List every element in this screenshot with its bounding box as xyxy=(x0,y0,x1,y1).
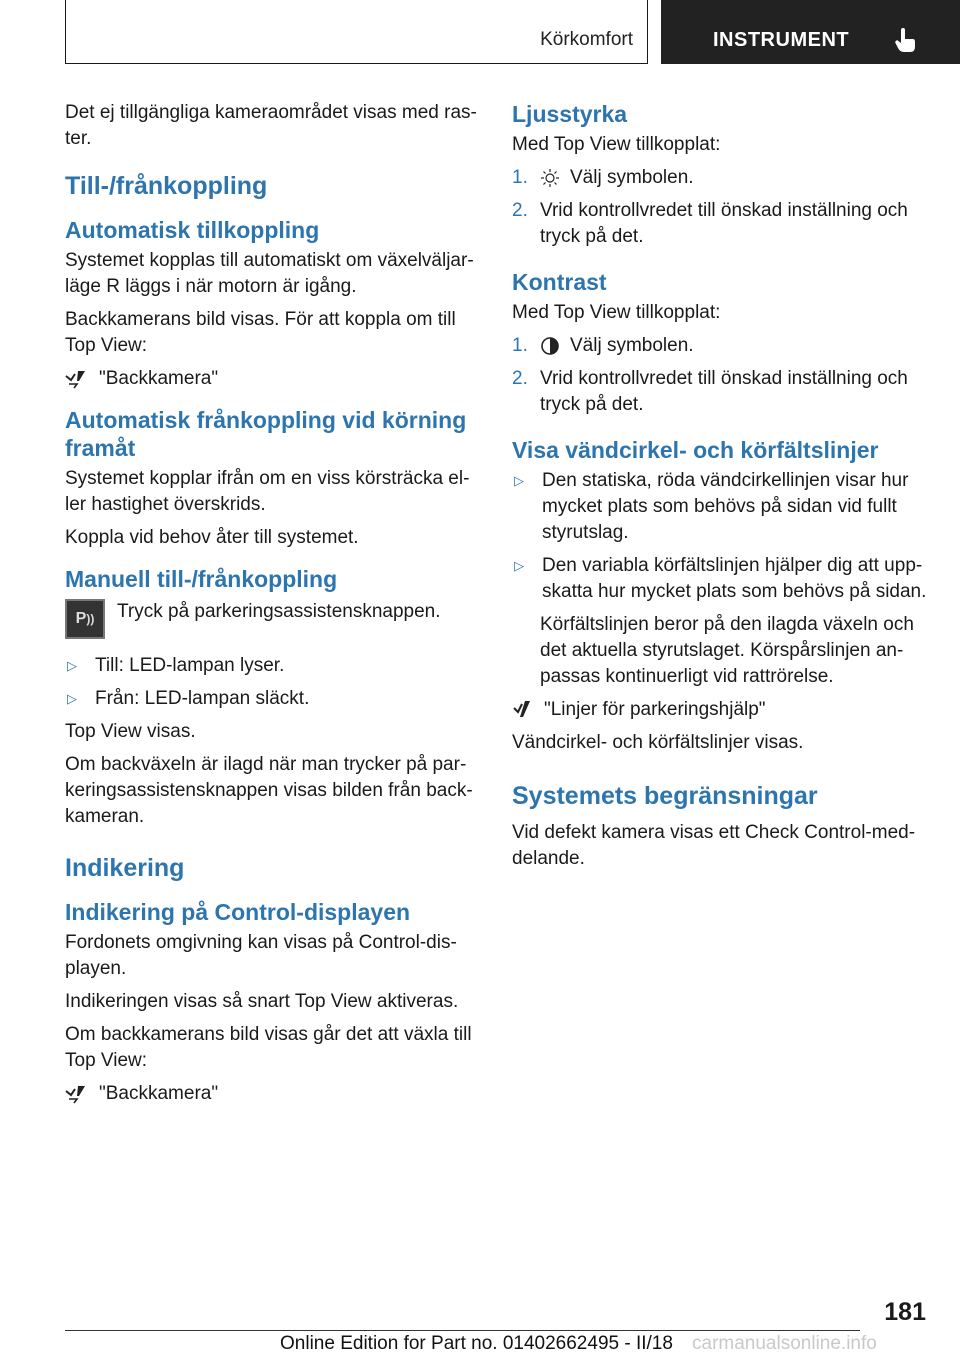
triangle-bullet-icon: ▷ xyxy=(514,558,524,573)
watermark-text: carmanualsonline.info xyxy=(692,1333,877,1354)
step-number: 2. xyxy=(512,200,528,221)
lines-menu-line xyxy=(512,697,932,723)
heading-auto-on: Automatisk tillkoppling xyxy=(65,217,320,243)
camera-check-icon xyxy=(65,1084,87,1104)
contrast-paragraph: Med Top View tillkopplat: xyxy=(512,302,721,323)
auto-on-menu-label: "Backkamera" xyxy=(99,368,219,389)
manual-paragraph-1: Top View visas. xyxy=(65,721,196,742)
brightness-paragraph: Med Top View tillkopplat: xyxy=(512,134,721,155)
step-number: 1. xyxy=(512,335,528,356)
contrast-step-1 xyxy=(512,333,932,359)
heading-manual: Manuell till-/frånkoppling xyxy=(65,566,338,592)
triangle-bullet-icon: ▷ xyxy=(514,473,524,488)
footer-divider xyxy=(65,1330,860,1331)
manual-button-row xyxy=(65,599,480,639)
triangle-bullet-icon: ▷ xyxy=(67,691,77,706)
limits-paragraph: Vid defekt kamera visas ett Check Control-med-delande. xyxy=(512,822,916,869)
lines-paragraph: Vändcirkel- och körfältslinjer visas. xyxy=(512,732,804,753)
manual-bullet-2 xyxy=(65,686,480,712)
display-menu-line xyxy=(65,1081,480,1107)
heading-auto-off: Automatisk frånkoppling vid körning framåt xyxy=(65,407,467,461)
parking-lines-icon xyxy=(512,700,532,720)
auto-off-paragraph-1: Systemet kopplar ifrån om en viss körsträcka el-ler hastighet överskrids. xyxy=(65,468,470,515)
heading-lines: Visa vändcirkel- och körfältslinjer xyxy=(512,437,879,463)
camera-check-icon xyxy=(65,369,87,389)
display-paragraph-1: Fordonets omgivning kan visas på Control-dis-playen. xyxy=(65,932,457,979)
contrast-step-1-text: Välj symbolen. xyxy=(570,335,694,356)
brightness-step-2-text: Vrid kontrollvredet till önskad inställning och tryck på det. xyxy=(540,200,908,247)
heading-indication: Indikering xyxy=(65,854,185,882)
lines-bullet-2 xyxy=(512,553,932,605)
hand-pointer-icon xyxy=(894,27,916,53)
heading-limits: Systemets begränsningar xyxy=(512,782,818,810)
display-menu-label: "Backkamera" xyxy=(99,1083,219,1104)
header-section-box xyxy=(65,0,648,64)
manual-button-text: Tryck på parkeringsassistensknappen. xyxy=(117,601,441,622)
lines-bullet-1 xyxy=(512,468,932,546)
edition-text: Online Edition for Part no. 01402662495 - II/18 xyxy=(280,1333,673,1354)
manual-bullet-2-text: Från: LED-lampan släckt. xyxy=(95,688,310,709)
parking-assist-button-icon: P )) xyxy=(65,599,105,639)
heading-brightness: Ljusstyrka xyxy=(512,101,628,127)
lines-bullet-2-continuation: Körfältslinjen beror på den ilagda växeln och det aktuella styrutslaget. Körspårslinjen an-passas kontinuerligt vid rattrörelse. xyxy=(540,614,914,687)
auto-on-paragraph-1: Systemet kopplas till automatiskt om växelväljar-läge R läggs i när motorn är igång. xyxy=(65,250,474,297)
brightness-step-1 xyxy=(512,165,932,191)
contrast-step-2 xyxy=(512,366,932,418)
triangle-bullet-icon: ▷ xyxy=(67,658,77,673)
heading-contrast: Kontrast xyxy=(512,269,607,295)
contrast-step-2-text: Vrid kontrollvredet till önskad inställning och tryck på det. xyxy=(540,368,908,415)
intro-paragraph: Det ej tillgängliga kameraområdet visas med ras-ter. xyxy=(65,102,477,149)
left-column xyxy=(65,100,480,1114)
contrast-icon xyxy=(540,336,560,356)
header-section-title: Körkomfort xyxy=(540,29,633,50)
page-number: 181 xyxy=(884,1298,926,1326)
manual-paragraph-2: Om backväxeln är ilagd när man trycker på par-keringsassistensknappen visas bilden från back-kameran. xyxy=(65,754,473,827)
lines-bullet-2-text: Den variabla körfältslinjen hjälper dig att upp-skatta hur mycket plats som behövs på sidan. xyxy=(542,555,927,602)
manual-bullet-1 xyxy=(65,653,480,679)
manual-bullet-1-text: Till: LED-lampan lyser. xyxy=(95,655,285,676)
display-paragraph-3: Om backkamerans bild visas går det att växla till Top View: xyxy=(65,1024,472,1071)
step-number: 2. xyxy=(512,368,528,389)
auto-on-menu-line xyxy=(65,366,480,392)
sun-brightness-icon xyxy=(540,168,560,188)
auto-on-paragraph-2: Backkamerans bild visas. För att koppla om till Top View: xyxy=(65,309,456,356)
lines-menu-label: "Linjer för parkeringshjälp" xyxy=(544,699,766,720)
step-number: 1. xyxy=(512,167,528,188)
header-chapter-box xyxy=(661,0,960,64)
brightness-step-1-text: Välj symbolen. xyxy=(570,167,694,188)
lines-bullet-1-text: Den statiska, röda vändcirkellinjen visar hur mycket plats som behövs på sidan vid fullt styrutslag. xyxy=(542,470,909,543)
heading-control-display: Indikering på Control-displayen xyxy=(65,899,411,925)
display-paragraph-2: Indikeringen visas så snart Top View aktiveras. xyxy=(65,991,459,1012)
brightness-step-2 xyxy=(512,198,932,250)
heading-toggle: Till-/frånkoppling xyxy=(65,172,268,200)
header-chapter-title: INSTRUMENT xyxy=(713,29,850,51)
auto-off-paragraph-2: Koppla vid behov åter till systemet. xyxy=(65,527,359,548)
right-column xyxy=(512,100,932,879)
